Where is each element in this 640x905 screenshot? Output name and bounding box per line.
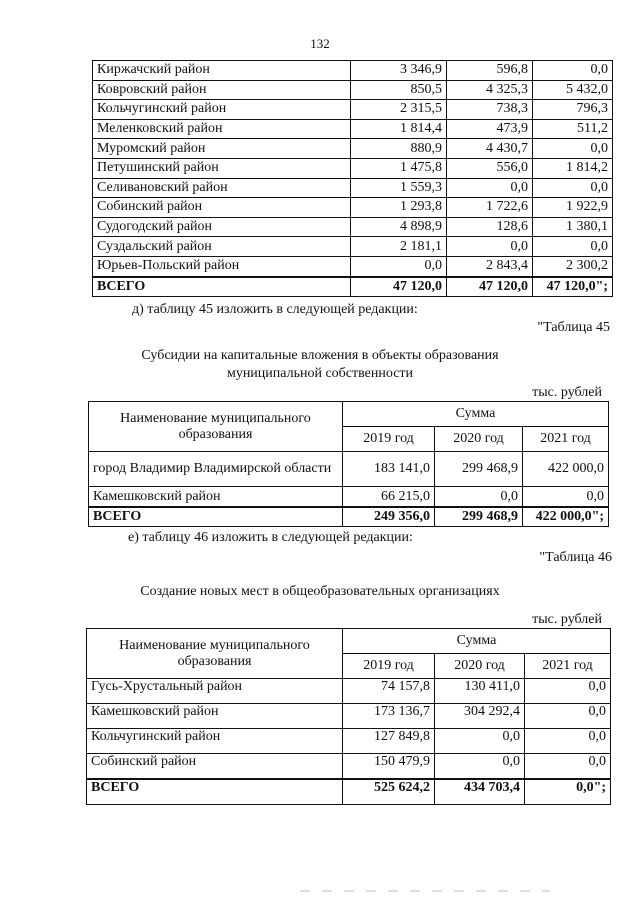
header-year-2020: 2020 год <box>435 427 523 452</box>
value-2021: 5 432,0 <box>533 80 613 100</box>
total-label: ВСЕГО <box>93 277 351 297</box>
total-2020: 47 120,0 <box>447 277 533 297</box>
value-2021: 1 814,2 <box>533 158 613 178</box>
table-row <box>93 61 613 81</box>
value-2020: 0,0 <box>435 754 525 780</box>
table-45-label: "Таблица 45 <box>537 320 610 335</box>
value-2019: 1 814,4 <box>351 119 447 139</box>
table-45-units: тыс. рублей <box>532 385 602 400</box>
table-row <box>93 256 613 276</box>
value-2021: 0,0 <box>523 487 609 508</box>
municipality-name: Собинский район <box>87 754 343 780</box>
value-2021: 0,0 <box>525 729 611 754</box>
district-name: Петушинский район <box>93 158 351 178</box>
header-year-2019: 2019 год <box>343 427 435 452</box>
municipality-name: Камешковский район <box>87 704 343 729</box>
value-2020: 304 292,4 <box>435 704 525 729</box>
table-body <box>93 61 613 297</box>
value-2020: 596,8 <box>447 61 533 81</box>
value-2020: 1 722,6 <box>447 198 533 218</box>
table-row <box>87 754 611 780</box>
value-2021: 796,3 <box>533 100 613 120</box>
district-name: Меленковский район <box>93 119 351 139</box>
page-number: 132 <box>310 36 330 51</box>
district-name: Муромский район <box>93 139 351 159</box>
total-2021: 47 120,0"; <box>533 277 613 297</box>
value-2019: 2 181,1 <box>351 237 447 257</box>
value-2019: 850,5 <box>351 80 447 100</box>
value-2021: 1 380,1 <box>533 217 613 237</box>
header-year-2021: 2021 год <box>523 427 609 452</box>
table-row <box>93 158 613 178</box>
header-sum: Сумма <box>343 402 609 427</box>
total-2019: 525 624,2 <box>343 779 435 805</box>
table-row <box>93 178 613 198</box>
value-2019: 1 559,3 <box>351 178 447 198</box>
header-sum: Сумма <box>343 629 611 654</box>
value-2021: 0,0 <box>533 139 613 159</box>
header-row <box>87 629 611 654</box>
municipality-name: Гусь-Хрустальный район <box>87 679 343 704</box>
value-2020: 473,9 <box>447 119 533 139</box>
total-2021: 0,0"; <box>525 779 611 805</box>
header-year-2019: 2019 год <box>343 654 435 679</box>
value-2020: 2 843,4 <box>447 256 533 276</box>
value-2019: 3 346,9 <box>351 61 447 81</box>
value-2019: 2 315,5 <box>351 100 447 120</box>
table-row <box>89 487 609 508</box>
district-name: Ковровский район <box>93 80 351 100</box>
value-2020: 128,6 <box>447 217 533 237</box>
value-2021: 0,0 <box>533 61 613 81</box>
value-2020: 4 325,3 <box>447 80 533 100</box>
municipality-name: город Владимир Владимирской области <box>89 452 343 487</box>
header-name: Наименование муниципального образования <box>87 629 343 679</box>
value-2021: 1 922,9 <box>533 198 613 218</box>
value-2021: 0,0 <box>533 178 613 198</box>
district-name: Селивановский район <box>93 178 351 198</box>
table-45-title-line2: муниципальной собственности <box>226 366 414 381</box>
table-row <box>93 139 613 159</box>
total-2020: 434 703,4 <box>435 779 525 805</box>
value-2019: 4 898,9 <box>351 217 447 237</box>
table-46-title: Создание новых мест в общеобразовательных организациях <box>140 584 500 599</box>
value-2020: 738,3 <box>447 100 533 120</box>
district-name: Юрьев-Польский район <box>93 256 351 276</box>
municipality-name: Камешковский район <box>89 487 343 508</box>
total-label: ВСЕГО <box>89 507 343 527</box>
value-2020: 130 411,0 <box>435 679 525 704</box>
value-2020: 0,0 <box>435 729 525 754</box>
table-46 <box>86 628 611 805</box>
table-45-title-line1: Субсидии на капитальные вложения в объекты образования <box>141 348 499 363</box>
table-row <box>89 452 609 487</box>
value-2019: 66 215,0 <box>343 487 435 508</box>
instruction-d: д) таблицу 45 изложить в следующей редакции: <box>132 302 418 317</box>
value-2019: 880,9 <box>351 139 447 159</box>
total-2020: 299 468,9 <box>435 507 523 527</box>
total-2021: 422 000,0"; <box>523 507 609 527</box>
district-name: Кольчугинский район <box>93 100 351 120</box>
header-name: Наименование муниципального образования <box>89 402 343 452</box>
value-2019: 1 293,8 <box>351 198 447 218</box>
table-46-units: тыс. рублей <box>532 612 602 627</box>
table-row <box>93 119 613 139</box>
value-2021: 0,0 <box>533 237 613 257</box>
value-2019: 74 157,8 <box>343 679 435 704</box>
total-2019: 47 120,0 <box>351 277 447 297</box>
value-2021: 422 000,0 <box>523 452 609 487</box>
table-row <box>93 100 613 120</box>
value-2021: 511,2 <box>533 119 613 139</box>
total-label: ВСЕГО <box>87 779 343 805</box>
value-2020: 0,0 <box>447 237 533 257</box>
table-row <box>93 237 613 257</box>
table-45 <box>88 401 609 527</box>
table-row <box>93 198 613 218</box>
table-row <box>87 704 611 729</box>
value-2020: 0,0 <box>435 487 523 508</box>
value-2021: 0,0 <box>525 679 611 704</box>
table-row <box>87 729 611 754</box>
value-2019: 1 475,8 <box>351 158 447 178</box>
value-2020: 0,0 <box>447 178 533 198</box>
total-row <box>87 779 611 805</box>
header-row <box>89 402 609 427</box>
instruction-e: е) таблицу 46 изложить в следующей редакции: <box>128 530 413 545</box>
value-2019: 0,0 <box>351 256 447 276</box>
header-year-2021: 2021 год <box>525 654 611 679</box>
value-2019: 173 136,7 <box>343 704 435 729</box>
value-2019: 183 141,0 <box>343 452 435 487</box>
total-2019: 249 356,0 <box>343 507 435 527</box>
allocation-table-continued <box>92 60 613 297</box>
header-year-2020: 2020 год <box>435 654 525 679</box>
value-2020: 299 468,9 <box>435 452 523 487</box>
district-name: Собинский район <box>93 198 351 218</box>
value-2021: 0,0 <box>525 754 611 780</box>
table-row <box>87 679 611 704</box>
district-name: Киржачский район <box>93 61 351 81</box>
total-row <box>89 507 609 527</box>
municipality-name: Кольчугинский район <box>87 729 343 754</box>
district-name: Судогодский район <box>93 217 351 237</box>
value-2020: 4 430,7 <box>447 139 533 159</box>
value-2020: 556,0 <box>447 158 533 178</box>
value-2021: 2 300,2 <box>533 256 613 276</box>
table-row <box>93 217 613 237</box>
table-46-label: "Таблица 46 <box>539 550 612 565</box>
value-2019: 127 849,8 <box>343 729 435 754</box>
total-row <box>93 277 613 297</box>
scan-artifact-line <box>300 890 550 892</box>
table-row <box>93 80 613 100</box>
district-name: Суздальский район <box>93 237 351 257</box>
value-2021: 0,0 <box>525 704 611 729</box>
value-2019: 150 479,9 <box>343 754 435 780</box>
